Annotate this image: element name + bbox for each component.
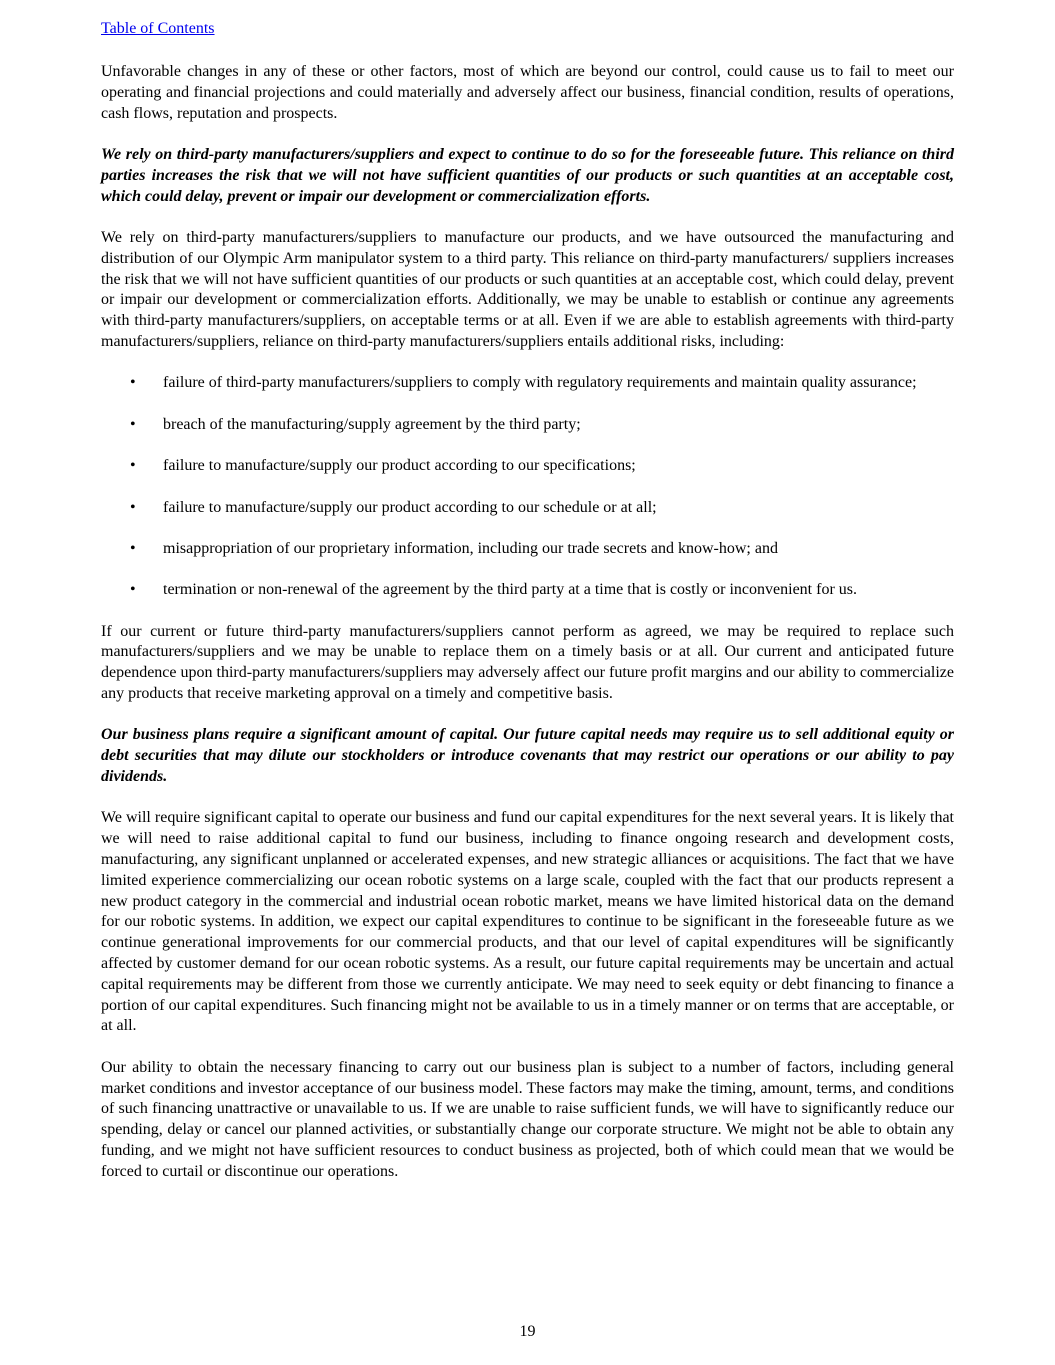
third-party-reliance-paragraph: We rely on third-party manufacturers/suppliers to manufacture our products, and we have outsourced the manufacturing and distribution of our Olympic Arm manipulator system to a third party. This reliance on third-party manufacturers/ suppliers increases the risk that we will not have sufficient quantities of our products or such quantities at an acceptable cost, which could delay, prevent or impair our development or commercialization efforts. Additionally, we may be unable to establish or continue any agreements with third-party manufacturers/suppliers, on acceptable terms or at all. Even if we are able to establish agreements with third-party manufacturers/suppliers, reliance on third-party manufacturers/suppliers entails additional risks, including: (101, 228, 954, 350)
bullet-icon: • (130, 539, 136, 557)
list-item-text: breach of the manufacturing/supply agreement by the third party; (163, 415, 581, 433)
list-item (101, 498, 954, 519)
bullet-icon: • (130, 457, 136, 475)
replacement-risk-paragraph: If our current or future third-party manufacturers/suppliers cannot perform as agreed, we may be required to replace such manufacturers/suppliers and we may be unable to replace them on a timely basis or at all. Our current and anticipated future dependence upon third-party manufacturers/suppliers may adversely affect our future profit margins and our ability to commercialize any products that receive marketing approval on a timely and competitive basis. (101, 622, 954, 703)
list-item (101, 580, 954, 601)
list-item-text: termination or non-renewal of the agreement by the third party at a time that is costly or inconvenient for us. (163, 581, 858, 599)
page-number: 19 (519, 1323, 536, 1340)
table-of-contents-link[interactable]: Table of Contents (101, 20, 215, 37)
list-item-text: failure to manufacture/supply our product according to our specifications; (163, 457, 636, 475)
bullet-icon: • (130, 374, 136, 392)
list-item (101, 539, 954, 560)
document-page (101, 18, 954, 1183)
bullet-icon: • (130, 415, 136, 433)
risk-heading-capital-needs: Our business plans require a significant amount of capital. Our future capital needs may require us to sell additional equity or debt securities that may dilute our stockholders or introduce covenants that may restrict our operations or our ability to pay dividends. (101, 726, 954, 786)
list-item-text: failure of third-party manufacturers/suppliers to comply with regulatory requirements and maintain quality assurance; (163, 374, 917, 392)
list-item (101, 373, 954, 394)
financing-ability-paragraph: Our ability to obtain the necessary financing to carry out our business plan is subject to a number of factors, including general market conditions and investor acceptance of our business model. These factors may make the timing, amount, terms, and conditions of such financing unattractive or unavailable to us. If we are unable to raise sufficient funds, we will have to significantly reduce our spending, delay or cancel our planned activities, or substantially change our corporate structure. We might not be able to obtain any funding, and we might not have sufficient resources to conduct business as projected, both of which could mean that we would be forced to curtail or discontinue our operations. (101, 1058, 954, 1180)
bullet-icon: • (130, 498, 136, 516)
bullet-icon: • (130, 581, 136, 599)
list-item (101, 456, 954, 477)
intro-paragraph: Unfavorable changes in any of these or other factors, most of which are beyond our control, could cause us to fail to meet our operating and financial projections and could materially and adversely affect our business, financial condition, results of operations, cash flows, reputation and prospects. (101, 63, 954, 122)
list-item-text: failure to manufacture/supply our product according to our schedule or at all; (163, 498, 657, 516)
list-item-text: misappropriation of our proprietary information, including our trade secrets and know-how; and (163, 539, 778, 557)
risk-heading-third-party-manufacturers: We rely on third-party manufacturers/suppliers and expect to continue to do so for the foreseeable future. This reliance on third parties increases the risk that we will not have sufficient quantities of our products or such quantities at an acceptable cost, which could delay, prevent or impair our development or commercialization efforts. (101, 145, 954, 205)
capital-requirements-paragraph: We will require significant capital to operate our business and fund our capital expenditures for the next several years. It is likely that we will need to raise additional capital to fund our business, including to finance ongoing research and development costs, manufacturing, any significant unplanned or accelerated expenses, and new strategic alliances or acquisitions. The fact that we have limited experience commercializing our ocean robotic systems on a large scale, coupled with the fact that our products represent a new product category in the commercial and industrial ocean robotic market, means we have limited historical data on the demand for our robotic systems. In addition, we expect our capital expenditures to continue to be significant in the foreseeable future as we continue generational improvements for our commercial products, and that our level of capital expenditures will be significantly affected by customer demand for our ocean robotic systems. As a result, our future capital requirements may be uncertain and actual capital requirements may be different from those we currently anticipate. We may need to seek equity or debt financing to finance a portion of our capital expenditures. Such financing might not be available to us in a timely manner or on terms that are acceptable, or at all. (101, 809, 954, 1035)
list-item (101, 415, 954, 436)
risks-list (101, 373, 954, 601)
